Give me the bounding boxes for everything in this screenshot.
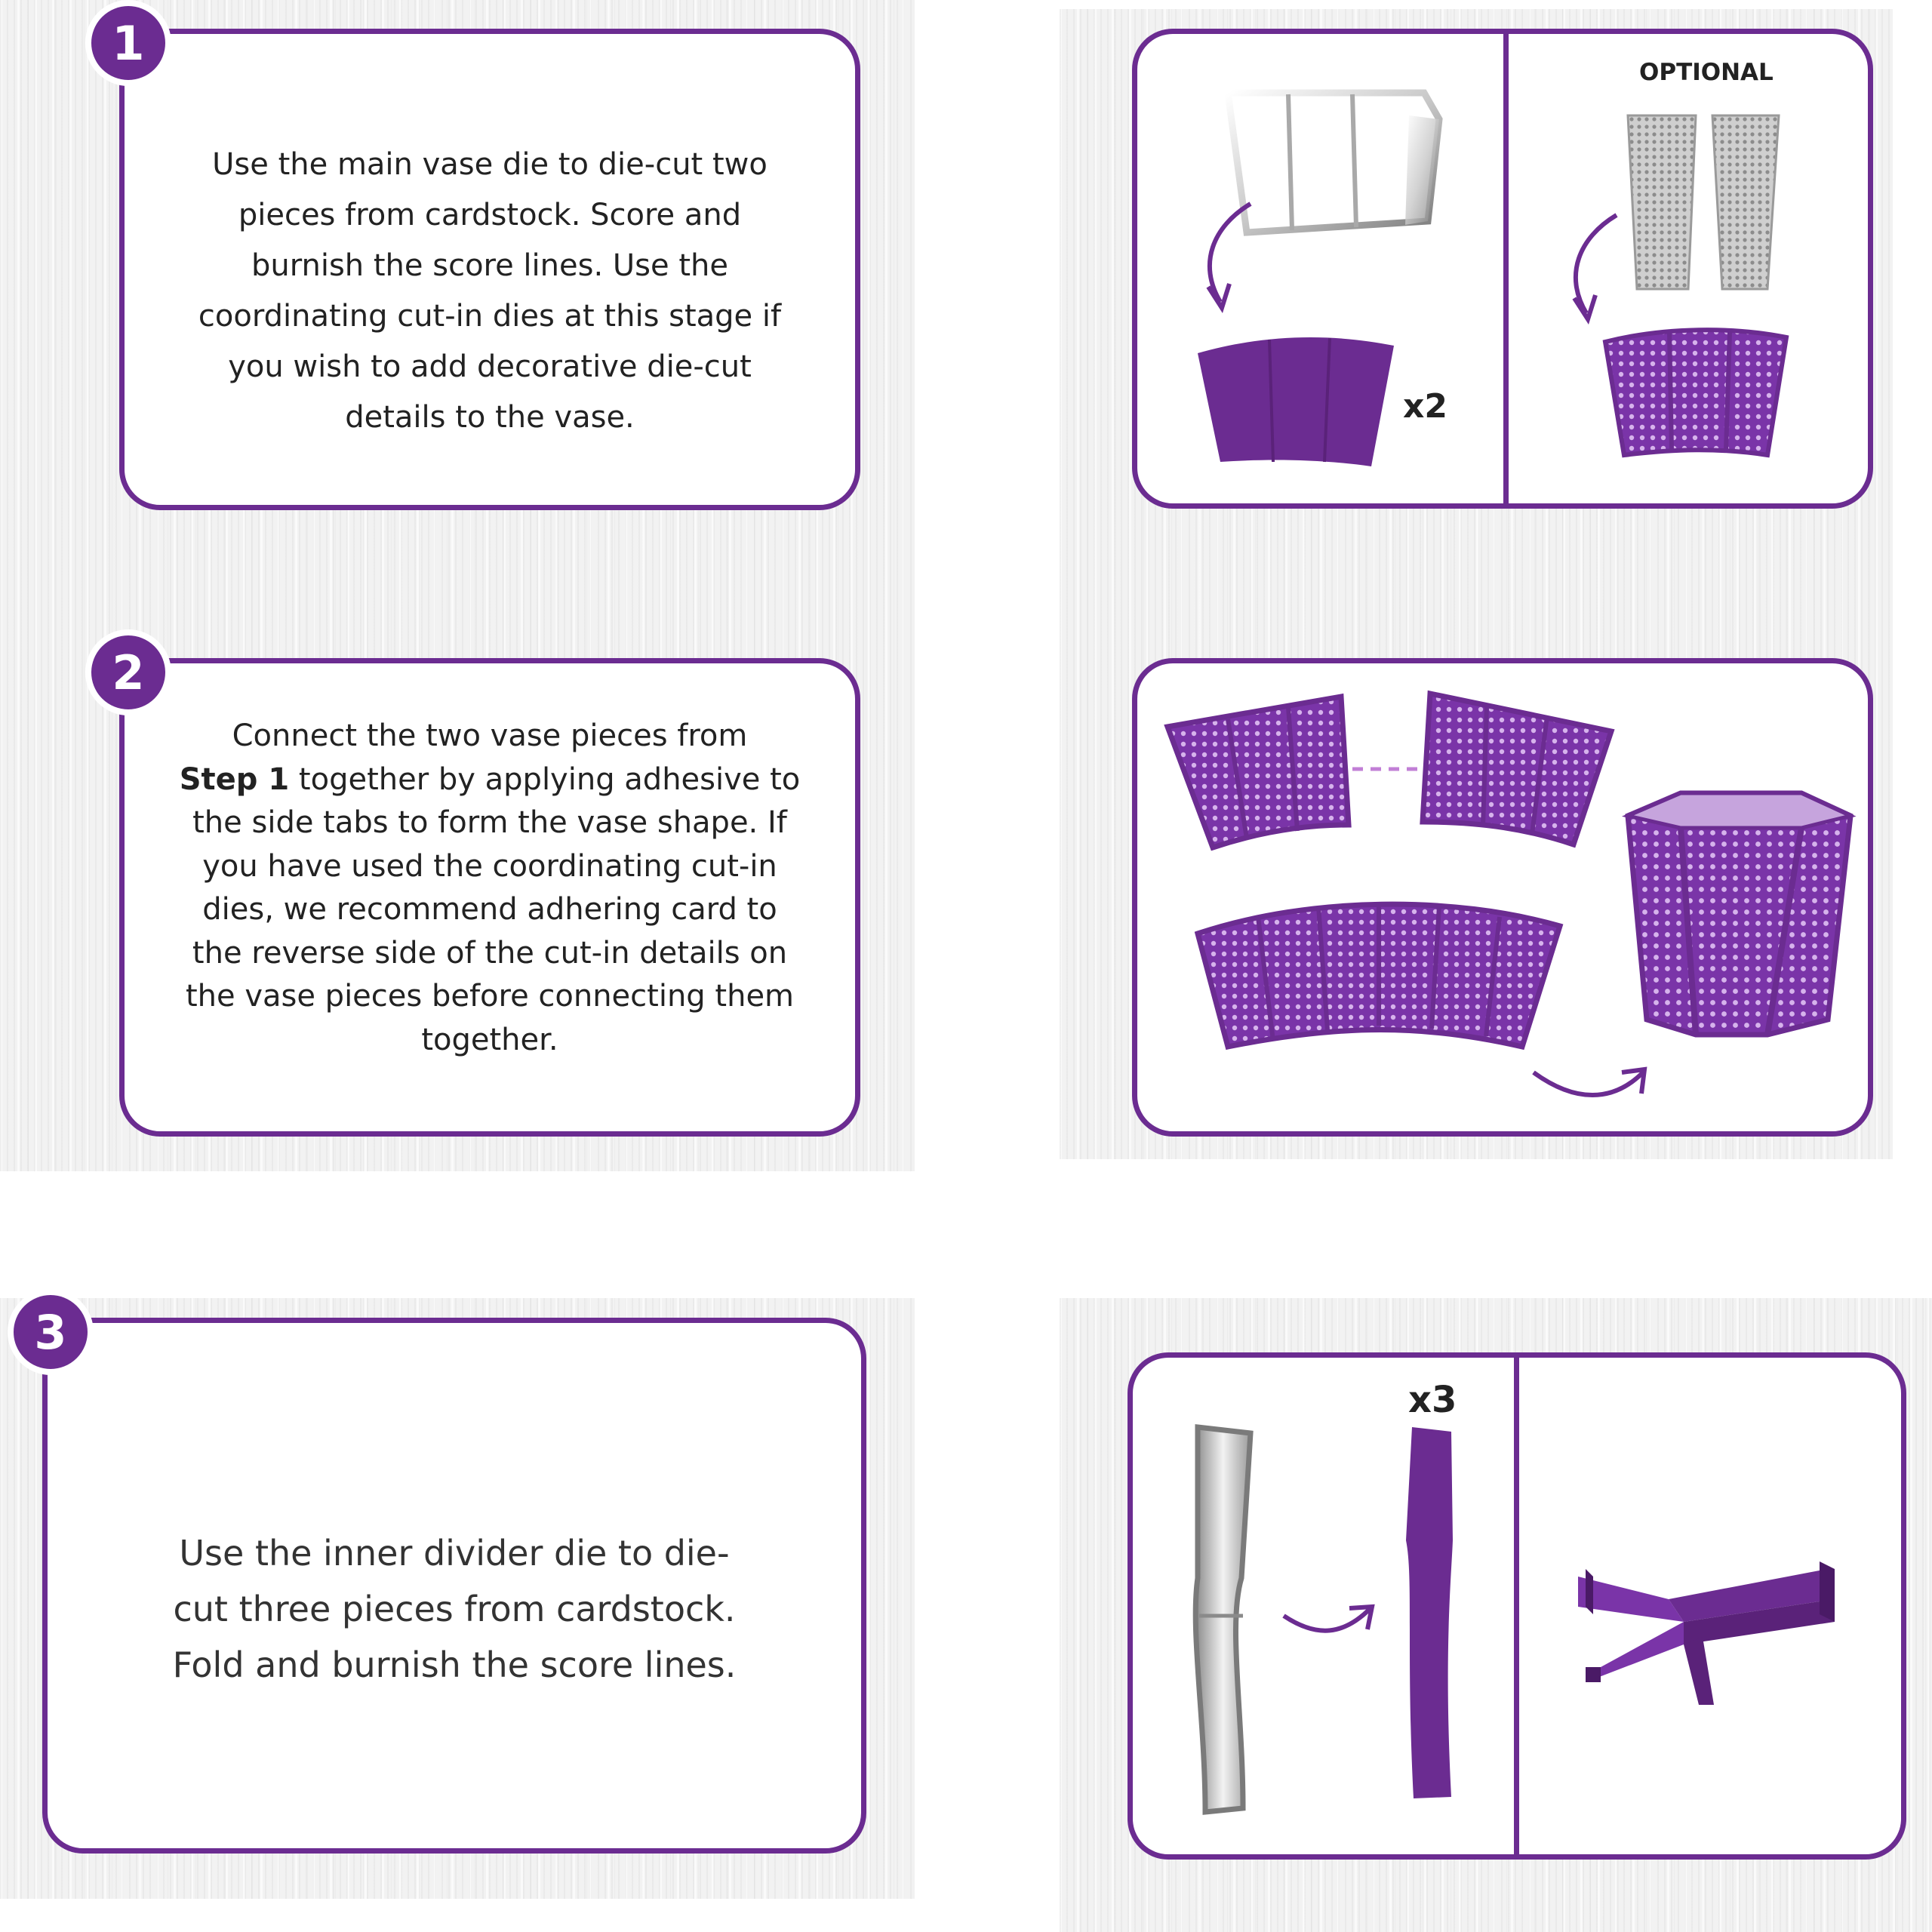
step-2-card xyxy=(119,658,860,1137)
lace-piece-left-icon xyxy=(1168,697,1371,848)
step-1-badge: 1 xyxy=(85,0,171,86)
divider-die-icon xyxy=(1183,1427,1266,1812)
lace-piece-right-icon xyxy=(1423,694,1626,844)
step-2-text-intro: Connect the two vase pieces from xyxy=(232,718,748,753)
step-3-illustration-card xyxy=(1128,1352,1906,1860)
arrow-right-icon xyxy=(1530,1050,1658,1118)
step-3-illustration-divider xyxy=(1514,1358,1519,1854)
lace-joined-piece-icon xyxy=(1198,896,1567,1062)
step-2-text-bold: Step 1 xyxy=(179,761,290,797)
purple-divider-piece-icon xyxy=(1398,1427,1474,1804)
step-3-badge: 3 xyxy=(8,1289,94,1375)
purple-vase-piece-icon xyxy=(1198,332,1401,468)
step-1-illustration-divider xyxy=(1503,34,1509,503)
step-2-badge: 2 xyxy=(85,629,171,715)
assembled-divider-icon xyxy=(1571,1554,1857,1720)
dashed-connector-icon xyxy=(1352,761,1420,777)
step-2-illustration-card xyxy=(1132,658,1873,1137)
step-2-text xyxy=(125,715,855,1062)
step-1-optional-label: OPTIONAL xyxy=(1639,59,1774,86)
arrow-right-icon-step3 xyxy=(1280,1593,1378,1654)
step-1-card xyxy=(119,29,860,510)
arrow-down-icon-optional xyxy=(1541,208,1632,328)
step-3-text: Use the inner divider die to die-cut three pieces from cardstock. Fold and burnish the score lines. xyxy=(172,1533,737,1685)
step-3-card xyxy=(42,1318,866,1854)
step-1-text: Use the main vase die to die-cut two pieces from cardstock. Score and burnish the score lines. Use the coordinating cut-in dies at this stage if you wish to add decorative die-cut details to the vase. xyxy=(198,147,782,435)
purple-lace-vase-piece-icon xyxy=(1605,327,1794,463)
step-1-count-label: x2 xyxy=(1403,387,1447,426)
step-1-illustration-card xyxy=(1132,29,1873,509)
cut-in-dies-icon xyxy=(1620,115,1786,297)
assembled-vase-icon xyxy=(1628,793,1854,1035)
step-2-text-rest: together by applying adhesive to the side tabs to form the vase shape. If you have used the coordinating cut-in dies, we recommend adhering card to the reverse side of the cut-in details on the vase pieces before connecting them together. xyxy=(185,761,801,1057)
step-3-count-label: x3 xyxy=(1408,1379,1457,1421)
arrow-down-icon xyxy=(1175,196,1266,317)
